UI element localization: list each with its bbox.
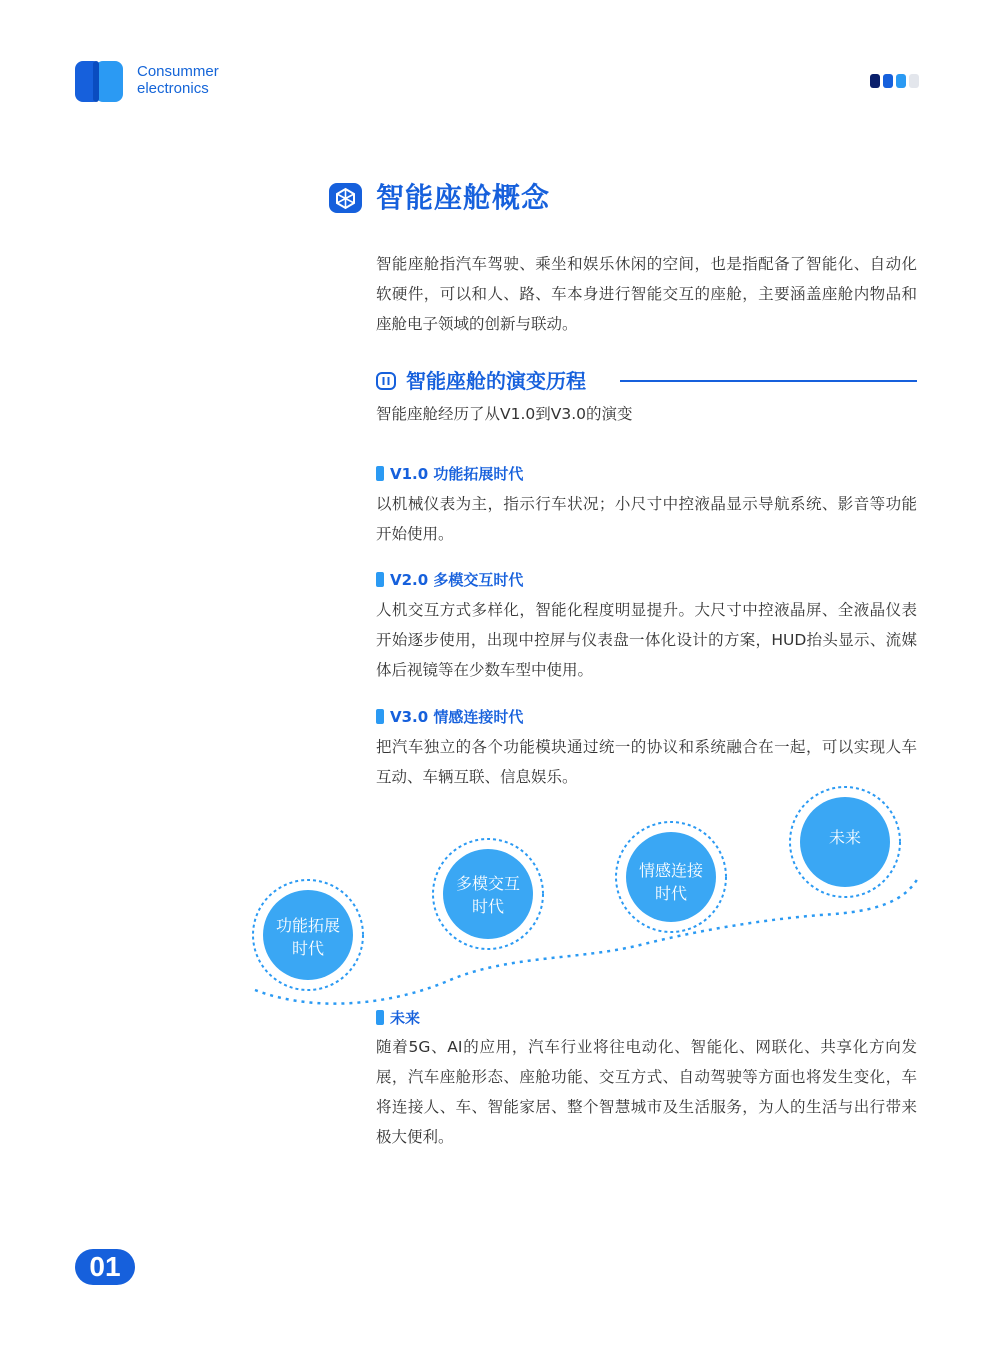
stage-heading bbox=[376, 705, 523, 727]
bullet-bar bbox=[376, 709, 384, 724]
timeline-path bbox=[255, 878, 918, 1004]
section-icon bbox=[376, 372, 396, 390]
brand-line1: Consummer bbox=[137, 63, 219, 80]
bubble-label: 未来 bbox=[828, 828, 862, 847]
timeline-bubble bbox=[790, 787, 900, 897]
cube-network-icon bbox=[329, 183, 362, 213]
stage-heading bbox=[376, 568, 523, 590]
stage-text: 以机械仪表为主，指示行车状况；小尺寸中控液晶显示导航系统、影音等功能开始使用。 bbox=[376, 495, 917, 543]
dot-grey bbox=[909, 74, 919, 88]
stage-text: 人机交互方式多样化，智能化程度明显提升。大尺寸中控液晶屏、全液晶仪表开始逐步使用，出现中控屏与仪表盘一体化设计的方案，HUD抬头显示、流媒体后视镜等在少数车型中使用。 bbox=[376, 601, 917, 679]
stage-title: V1.0 功能拓展时代 bbox=[390, 464, 524, 483]
bubble-label: 时代 bbox=[654, 884, 688, 903]
dot-blue bbox=[883, 74, 893, 88]
stage-title: V3.0 情感连接时代 bbox=[390, 707, 524, 726]
bubble-label: 情感连接 bbox=[638, 861, 704, 880]
timeline-diagram bbox=[250, 780, 930, 1015]
bullet-bar bbox=[376, 466, 384, 481]
stage-text: 把汽车独立的各个功能模块通过统一的协议和系统融合在一起，可以实现人车互动、车辆互联、信息娱乐。 bbox=[376, 738, 917, 786]
brand-line2: electronics bbox=[137, 80, 209, 97]
section-divider bbox=[620, 380, 917, 382]
timeline-bubble bbox=[616, 822, 726, 932]
bubble-label: 功能拓展 bbox=[275, 916, 341, 935]
bubble-label: 多模交互 bbox=[455, 874, 521, 893]
bullet-bar bbox=[376, 572, 384, 587]
intro-paragraph: 智能座舱指汽车驾驶、乘坐和娱乐休闲的空间，也是指配备了智能化、自动化软硬件，可以和人、路、车本身进行智能交互的座舱，主要涵盖座舱内物品和座舱电子领域的创新与联动。 bbox=[376, 255, 917, 333]
bubble-label: 时代 bbox=[291, 939, 325, 958]
timeline-bubble bbox=[433, 839, 543, 949]
bullet-bar bbox=[376, 1010, 384, 1025]
stage-title: V2.0 多模交互时代 bbox=[390, 570, 524, 589]
page-title: 智能座舱概念 bbox=[376, 181, 551, 214]
section-subtitle: 智能座舱经历了从V1.0到V3.0的演变 bbox=[376, 405, 633, 423]
page-number: 01 bbox=[75, 1249, 135, 1285]
page-indicator-dots bbox=[870, 74, 919, 88]
bubble-label: 时代 bbox=[471, 897, 505, 916]
dot-light-blue bbox=[896, 74, 906, 88]
dot-navy bbox=[870, 74, 880, 88]
future-title: 未来 bbox=[390, 1008, 421, 1027]
logo-icon bbox=[75, 61, 123, 102]
section-title: 智能座舱的演变历程 bbox=[406, 369, 586, 393]
timeline-bubble bbox=[253, 880, 363, 990]
brand-name bbox=[137, 63, 219, 97]
future-text: 随着5G、AI的应用，汽车行业将往电动化、智能化、网联化、共享化方向发展，汽车座舱形态、座舱功能、交互方式、自动驾驶等方面也将发生变化，车将连接人、车、智能家居、整个智慧城市及生活服务，为人的生活与出行带来极大便利。 bbox=[376, 1038, 917, 1146]
future-heading bbox=[376, 1006, 420, 1028]
stage-heading bbox=[376, 462, 523, 484]
